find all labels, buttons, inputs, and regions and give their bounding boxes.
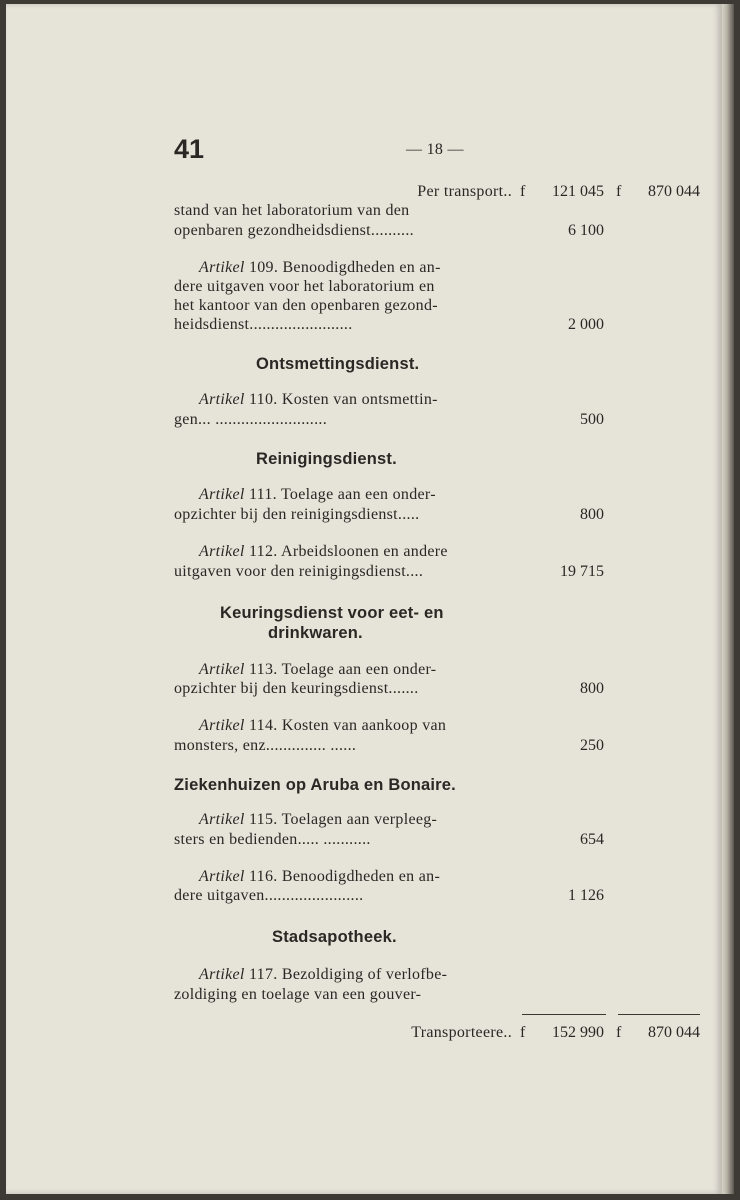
transporteere-label: Transporteere.. [411, 1024, 512, 1041]
artikel-109-first-line: Artikel 109. Benoodigdheden en an- [199, 259, 441, 276]
artikel-113-first-line: Artikel 113. Toelage aan een onder- [199, 661, 437, 678]
section-heading-stadsapotheek: Stadsapotheek. [272, 928, 397, 946]
per-transport-label: Per transport.. [417, 183, 512, 200]
transport-bottom-currency-a: f [520, 1024, 526, 1041]
page-edge [722, 4, 734, 1194]
transport-bottom-amount-a: 152 990 [552, 1024, 604, 1041]
artikel-110-line-2: gen... .......................... [174, 411, 328, 428]
artikel-109-line-2: dere uitgaven voor het laboratorium en [174, 278, 435, 295]
section-heading-ontsmettingsdienst: Ontsmettingsdienst. [256, 355, 420, 373]
page-header: — 18 — [406, 141, 464, 158]
transport-top-currency-a: f [520, 183, 526, 200]
transport-top-amount-a: 121 045 [552, 183, 604, 200]
artikel-117-line-2: zoldiging en toelage van een gouver- [174, 986, 422, 1003]
total-rule-b [618, 1014, 700, 1015]
transport-bottom-amount-b: 870 044 [648, 1024, 700, 1041]
artikel-109-line-4: heidsdienst........................ [174, 316, 353, 333]
artikel-116-first-line: Artikel 116. Benoodigdheden en an- [199, 868, 441, 885]
artikel-109-amount: 2 000 [568, 316, 604, 333]
artikel-110-amount: 500 [580, 411, 604, 428]
transport-bottom-currency-b: f [616, 1024, 622, 1041]
artikel-111-amount: 800 [580, 506, 604, 523]
total-rule-a [522, 1014, 606, 1015]
artikel-115-first-line: Artikel 115. Toelagen aan verpleeg- [199, 811, 438, 828]
section-heading-reinigingsdienst: Reinigingsdienst. [256, 450, 397, 468]
cont-line-1: stand van het laboratorium van den [174, 202, 410, 219]
artikel-111-line-2: opzichter bij den reinigingsdienst..... [174, 506, 420, 523]
transport-top-currency-b: f [616, 183, 622, 200]
artikel-113-line-2: opzichter bij den keuringsdienst....... [174, 680, 419, 697]
page-number: 41 [174, 134, 205, 164]
section-heading-keuringsdienst-line-2: drinkwaren. [268, 624, 363, 642]
artikel-115-amount: 654 [580, 831, 604, 848]
section-heading-keuringsdienst: Keuringsdienst voor eet- en [220, 604, 444, 622]
artikel-112-line-2: uitgaven voor den reinigingsdienst.... [174, 563, 424, 580]
artikel-114-amount: 250 [580, 737, 604, 754]
artikel-116-line-2: dere uitgaven....................... [174, 887, 364, 904]
cont-amount: 6 100 [568, 222, 604, 239]
artikel-111-first-line: Artikel 111. Toelage aan een onder- [199, 486, 436, 503]
transport-top-amount-b: 870 044 [648, 183, 700, 200]
artikel-113-amount: 800 [580, 680, 604, 697]
artikel-117-first-line: Artikel 117. Bezoldiging of verlofbe- [199, 966, 448, 983]
artikel-112-first-line: Artikel 112. Arbeidsloonen en andere [199, 543, 448, 560]
artikel-115-line-2: sters en bedienden..... ........... [174, 831, 371, 848]
artikel-114-first-line: Artikel 114. Kosten van aankoop van [199, 717, 447, 734]
artikel-112-amount: 19 715 [560, 563, 604, 580]
section-heading-ziekenhuizen: Ziekenhuizen op Aruba en Bonaire. [174, 776, 456, 794]
artikel-110-first-line: Artikel 110. Kosten van ontsmettin- [199, 391, 438, 408]
artikel-114-line-2: monsters, enz.............. ...... [174, 737, 357, 754]
cont-line-2: openbaren gezondheidsdienst.......... [174, 222, 414, 239]
artikel-109-line-3: het kantoor van den openbaren gezond- [174, 297, 438, 314]
artikel-116-amount: 1 126 [568, 887, 604, 904]
